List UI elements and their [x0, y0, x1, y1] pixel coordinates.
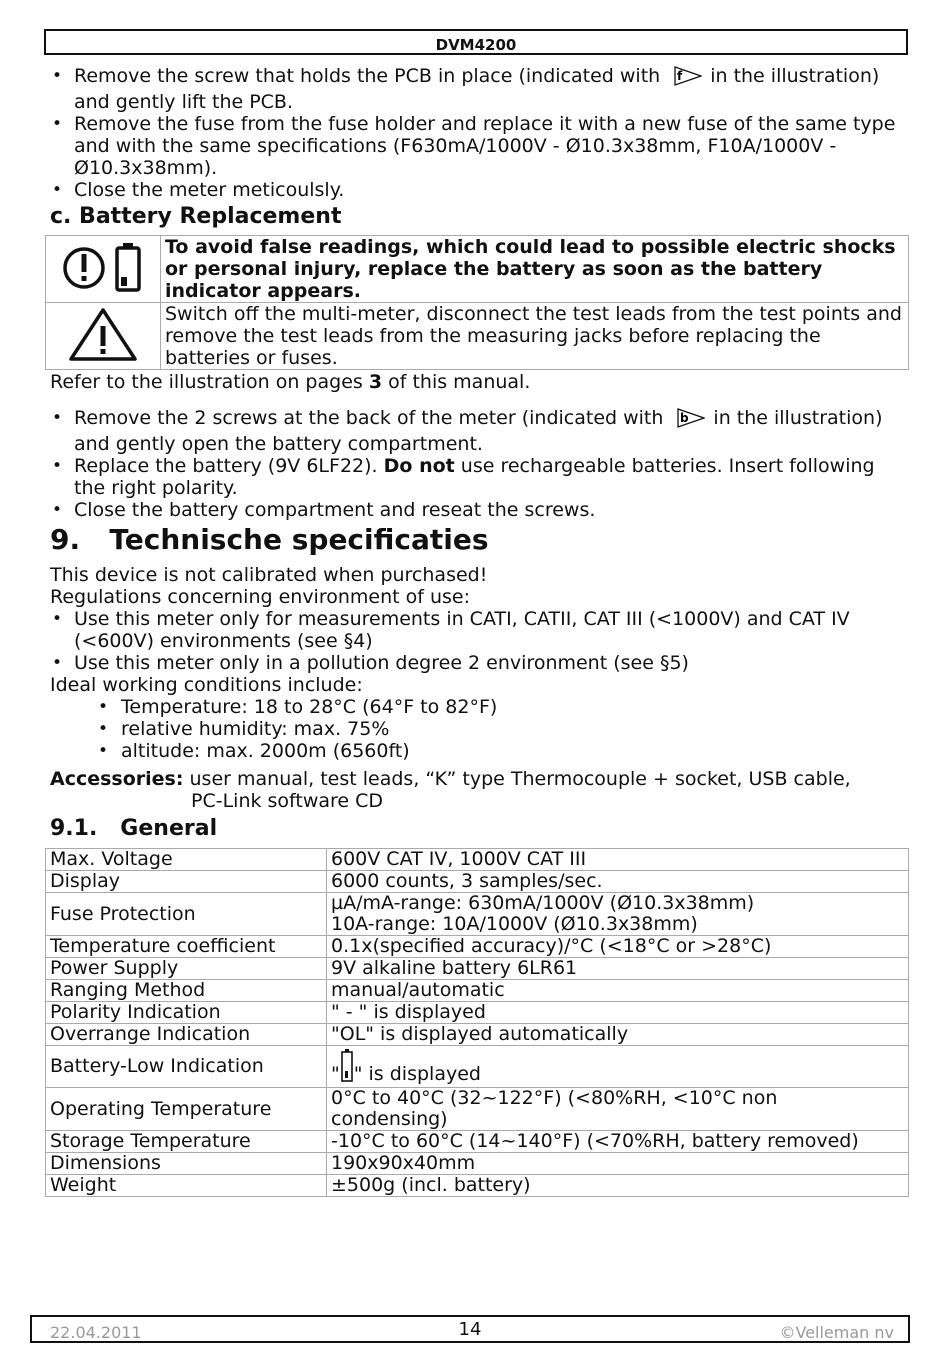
section-9-heading: 9. Technische specificaties	[50, 523, 489, 556]
page-header	[44, 29, 908, 55]
battery-low-icon	[340, 1048, 354, 1087]
table-row: Polarity Indication " - " is displayed	[46, 1002, 909, 1024]
list-item: • relative humidity: max. 75%	[50, 718, 910, 740]
ideal-intro: Ideal working conditions include:	[50, 674, 363, 696]
list-item: • Close the meter meticoulsly.	[50, 179, 910, 201]
marker-arrow-icon	[674, 66, 702, 91]
table-row: Operating Temperature 0°C to 40°C (32~122°F) (<80%RH, <10°C non condensing)	[46, 1088, 909, 1131]
page-number: 14	[458, 1319, 482, 1340]
list-item: • Remove the fuse from the fuse holder and replace it with a new fuse of the same type and with the same specifications (F630mA/1000V - Ø10.3x38mm, F10A/1000V - Ø10.3x38mm).	[50, 113, 910, 179]
list-item: • Replace the battery (9V 6LF22). Do not use rechargeable batteries. Insert following the right polarity.	[50, 455, 910, 499]
warning-table	[45, 235, 909, 370]
footer-date: 22.04.2011	[50, 1323, 142, 1342]
table-row: Weight ±500g (incl. battery)	[46, 1175, 909, 1197]
list-item: • Use this meter only in a pollution degree 2 environment (see §5)	[50, 652, 910, 674]
list-item: • Temperature: 18 to 28°C (64°F to 82°F)	[50, 696, 910, 718]
caution-triangle-icon	[68, 345, 138, 367]
model-name: DVM4200	[435, 36, 517, 54]
caution-icon-cell	[46, 303, 161, 370]
table-row: Power Supply 9V alkaline battery 6LR61	[46, 958, 909, 980]
table-row: Dimensions 190x90x40mm	[46, 1153, 909, 1175]
footer-copyright: ©Velleman nv	[779, 1323, 894, 1342]
general-heading: 9.1. General	[50, 816, 218, 841]
table-row: Storage Temperature -10°C to 60°C (14~140°F) (<70%RH, battery removed)	[46, 1131, 909, 1153]
table-row: Ranging Method manual/automatic	[46, 980, 909, 1002]
battery-steps	[50, 407, 910, 521]
warning-text-1: To avoid false readings, which could lead to possible electric shocks or personal injury, replace the battery as soon as the battery indicator appears.	[161, 236, 909, 303]
fuse-steps	[50, 65, 910, 201]
list-item: • altitude: max. 2000m (6560ft)	[50, 740, 910, 762]
accessories-label: Accessories:	[50, 768, 184, 790]
list-item: • Use this meter only for measurements in CATI, CATII, CAT III (<1000V) and CAT IV (<600V) environments (see §4)	[50, 608, 910, 652]
table-row: Max. Voltage 600V CAT IV, 1000V CAT III	[46, 849, 909, 871]
list-item: • Remove the 2 screws at the back of the meter (indicated with b in the illustration) and gently open the battery compartment.	[50, 407, 910, 455]
spec-table	[45, 848, 909, 1197]
section-9-body	[50, 564, 910, 812]
page-footer	[30, 1315, 910, 1343]
marker-arrow-icon	[677, 408, 705, 433]
battery-heading: c. Battery Replacement	[50, 204, 342, 229]
table-row: Fuse Protection µA/mA-range: 630mA/1000V (Ø10.3x38mm) 10A-range: 10A/1000V (Ø10.3x38mm)	[46, 893, 909, 936]
battery-warning-icon	[58, 278, 148, 300]
table-row: Battery-Low Indication " " is displayed	[46, 1046, 909, 1088]
table-row: Display 6000 counts, 3 samples/sec.	[46, 871, 909, 893]
list-item: • Remove the screw that holds the PCB in place (indicated with f in the illustration) and gently lift the PCB.	[50, 65, 910, 113]
warning-icon-cell	[46, 236, 161, 303]
list-item: • Close the battery compartment and reseat the screws.	[50, 499, 910, 521]
table-row: Overrange Indication "OL" is displayed automatically	[46, 1024, 909, 1046]
regulations-intro: Regulations concerning environment of use:	[50, 586, 471, 608]
marker-letter: b	[680, 411, 690, 425]
table-row: Temperature coefficient 0.1x(specified accuracy)/°C (<18°C or >28°C)	[46, 936, 909, 958]
accessories: Accessories: user manual, test leads, “K” type Thermocouple + socket, USB cable, PC-Link software CD	[50, 768, 851, 812]
calibration-note: This device is not calibrated when purchased!	[50, 564, 488, 586]
refer-line: Refer to the illustration on pages 3 of this manual.	[50, 371, 531, 393]
marker-letter: f	[677, 69, 683, 83]
warning-text-2: Switch off the multi-meter, disconnect the test leads from the test points and remove the test leads from the measuring jacks before replacing the batteries or fuses.	[161, 303, 909, 370]
